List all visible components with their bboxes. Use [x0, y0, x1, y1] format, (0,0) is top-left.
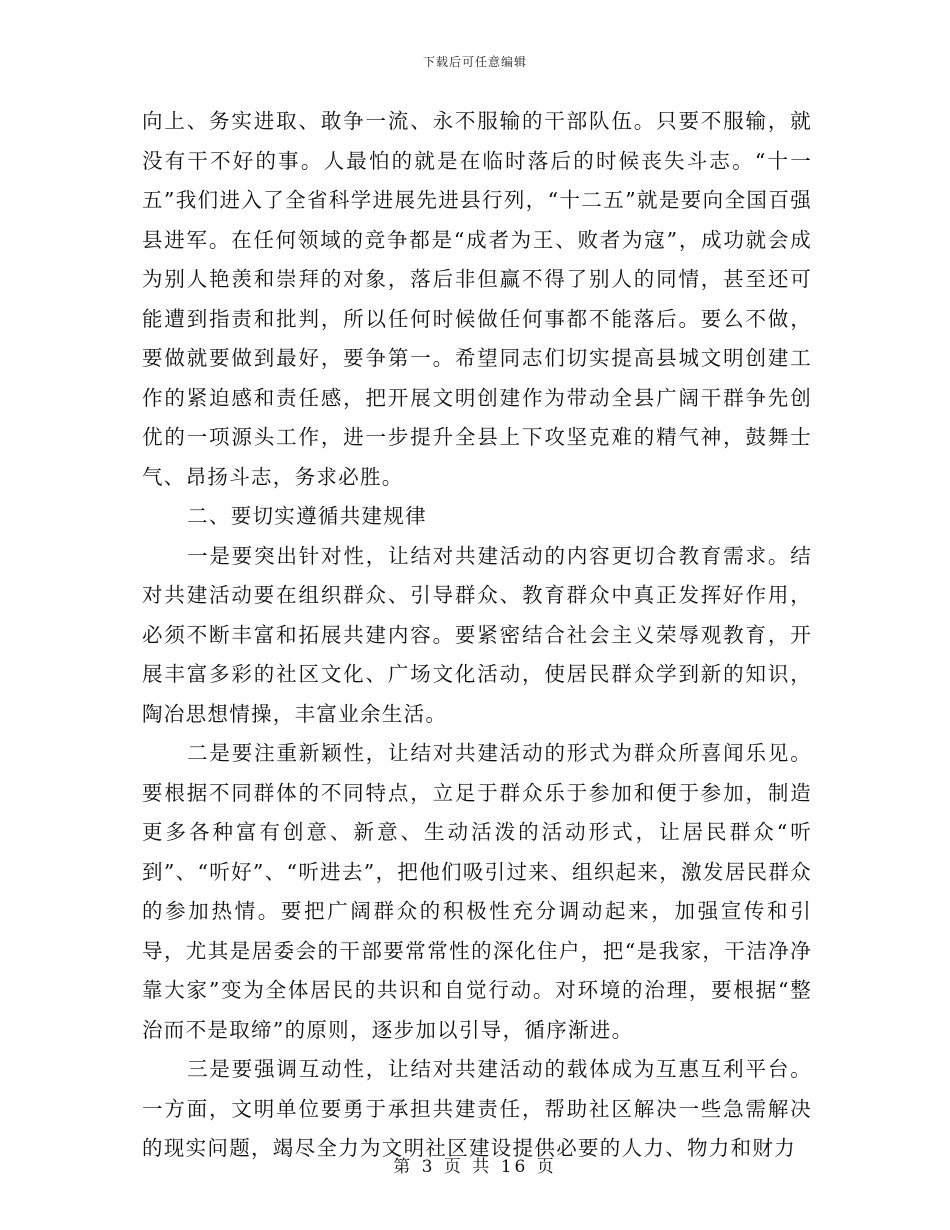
section-heading: 二、要切实遵循共建规律: [187, 504, 427, 528]
page-number: 第 3 页 共 16 页: [393, 1157, 557, 1177]
paragraph-continuation: 向上、务实进取、敢争一流、永不服输的干部队伍。只要不服输，就没有干不好的事。人最怕的就是在临时落后的时候丧失斗志。“十一五”我们进入了全省科学进展先进县行列，“十二五”就是要向全国百强县进军。在任何领域的竞争都是“成者为王、败者为寇”，成功就会成为别人艳羡和崇拜的对象，落后非但赢不得了别人的同情，甚至还可能遭到指责和批判，所以任何时候做任何事都不能落后。要么不做，要做就要做到最好，要争第一。希望同志们切实提高县城文明创建工作的紧迫感和责任感，把开展文明创建作为带动全县广阔干群争先创优的一项源头工作，进一步提升全县上下攻坚克难的精气神，鼓舞士气、昂扬斗志，务求必胜。: [142, 109, 812, 489]
document-body: [142, 102, 812, 1169]
paragraph-point-one: 一是要突出针对性，让结对共建活动的内容更切合教育需求。结对共建活动要在组织群众、引导群众、教育群众中真正发挥好作用，必须不断丰富和拓展共建内容。要紧密结合社会主义荣辱观教育，开展丰富多彩的社区文化、广场文化活动，使居民群众学到新的知识，陶冶思想情操，丰富业余生活。: [142, 543, 812, 726]
page-header: 下载后可任意编辑: [422, 55, 527, 69]
paragraph-point-three: 三是要强调互动性，让结对共建活动的载体成为互惠互利平台。一方面，文明单位要勇于承担共建责任，帮助社区解决一些急需解决的现实问题，竭尽全力为文明社区建设提供必要的人力、物力和财力: [142, 1057, 812, 1160]
paragraph-point-two: 二是要注重新颖性，让结对共建活动的形式为群众所喜闻乐见。要根据不同群体的不同特点，立足于群众乐于参加和便于参加，制造更多各种富有创意、新意、生动活泼的活动形式，让居民群众“听到”、“听好”、“听进去”，把他们吸引过来、组织起来，激发居民群众的参加热情。要把广阔群众的积极性充分调动起来，加强宣传和引导，尤其是居委会的干部要常常性的深化住户，把“是我家，干洁净净靠大家”变为全体居民的共识和自觉行动。对环境的治理，要根据“整治而不是取缔”的原则，逐步加以引导，循序渐进。: [142, 741, 812, 1042]
